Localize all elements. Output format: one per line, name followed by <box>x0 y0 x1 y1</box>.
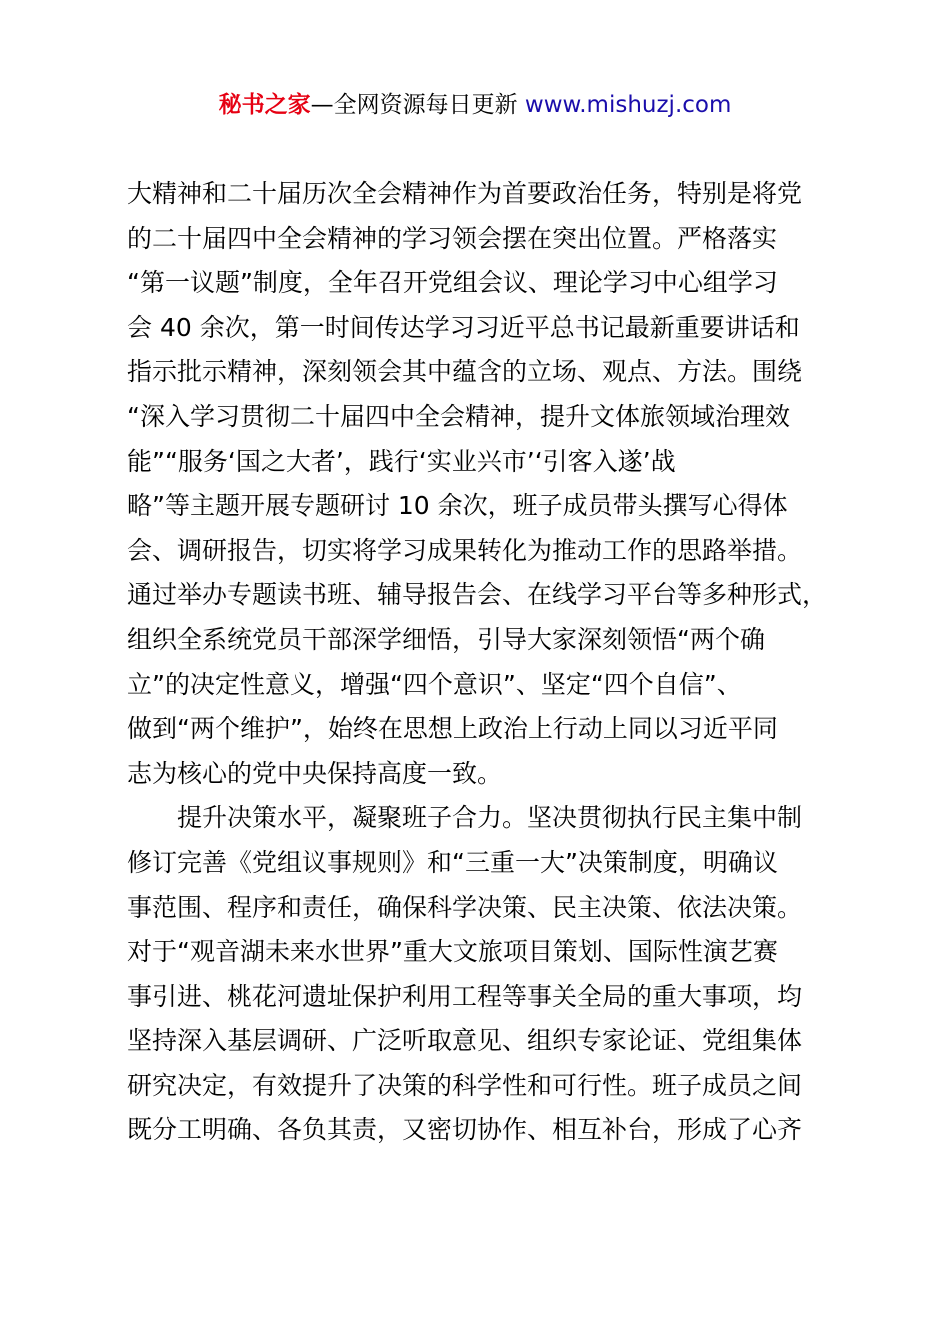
body-line: 研究决定，有效提升了决策的科学性和可行性。班子成员之间 <box>127 1070 803 1100</box>
body-line: 既分工明确、各负其责，又密切协作、相互补台，形成了心齐 <box>127 1115 803 1145</box>
site-brand: 秘书之家 <box>218 92 311 118</box>
body-line: 事范围、程序和责任，确保科学决策、民主决策、依法决策。 <box>127 892 803 922</box>
body-line: “第一议题”制度，全年召开党组会议、理论学习中心组学习 <box>127 268 778 298</box>
body-line: 指示批示精神，深刻领会其中蕴含的立场、观点、方法。围绕 <box>127 357 803 387</box>
body-line: 修订完善《党组议事规则》和“三重一大”决策制度，明确议 <box>127 847 778 877</box>
body-line: 组织全系统党员干部深学细悟，引导大家深刻领悟“两个确 <box>127 624 765 654</box>
body-line: 会 40 余次，第一时间传达学习习近平总书记最新重要讲话和 <box>127 312 800 342</box>
body-line: 立”的决定性意义，增强“四个意识”、坚定“四个自信”、 <box>127 669 742 699</box>
body-line: 大精神和二十届历次全会精神作为首要政治任务，特别是将党 <box>127 179 803 208</box>
site-header <box>0 88 950 122</box>
body-line: 志为核心的党中央保持高度一致。 <box>127 758 503 788</box>
body-line: 对于“观音湖未来水世界”重大文旅项目策划、国际性演艺赛 <box>127 937 778 967</box>
site-tagline: —全网资源每日更新 <box>310 92 525 118</box>
body-line: 事引进、桃花河遗址保护利用工程等事关全局的重大事项，均 <box>127 981 803 1011</box>
paragraph-first-line: 提升决策水平，凝聚班子合力。坚决贯彻执行民主集中制 <box>177 803 803 833</box>
body-line: “深入学习贯彻二十届四中全会精神，提升文体旅领域治理效 <box>127 401 790 431</box>
body-line: 坚持深入基层调研、广泛听取意见、组织专家论证、党组集体 <box>127 1026 803 1056</box>
body-line: 会、调研报告，切实将学习成果转化为推动工作的思路举措。 <box>127 535 803 565</box>
site-url-link[interactable]: www.mishuzj.com <box>524 92 732 118</box>
body-line: 做到“两个维护”，始终在思想上政治上行动上同以习近平同 <box>127 714 778 744</box>
body-line: 通过举办专题读书班、辅导报告会、在线学习平台等多种形式， <box>127 580 828 610</box>
body-line: 略”等主题开展专题研讨 10 余次，班子成员带头撰写心得体 <box>127 491 788 521</box>
body-line: 能”“服务‘国之大者’，践行‘实业兴市’‘引客入遂’战 <box>127 446 676 476</box>
document-body <box>127 172 847 1153</box>
body-line: 的二十届四中全会精神的学习领会摆在突出位置。严格落实 <box>127 223 778 253</box>
